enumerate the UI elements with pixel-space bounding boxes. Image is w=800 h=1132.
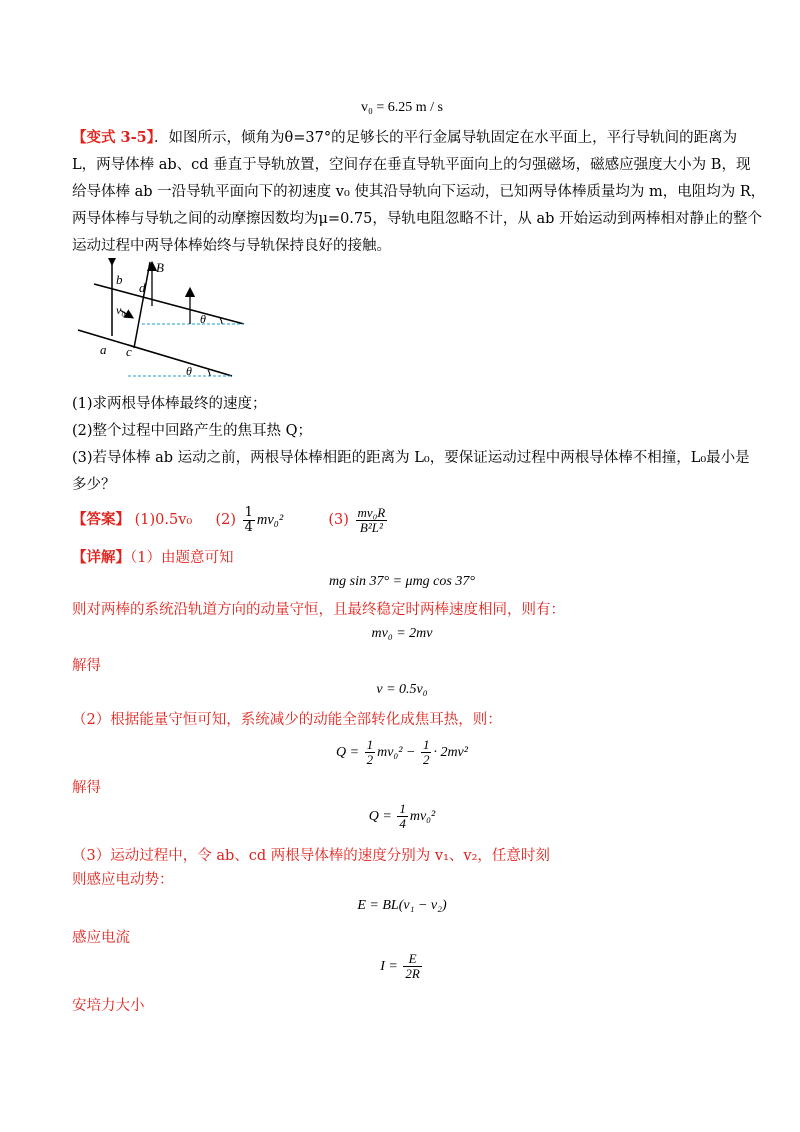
- problem-tag: 【变式 3-5】: [72, 129, 154, 146]
- question-3: (3)若导体棒 ab 运动之前，两根导体棒相距的距离为 L₀，要保证运动过程中两根导体棒不相撞，L₀最小是: [72, 450, 750, 466]
- detail-line-1: [72, 548, 732, 568]
- label-v0: v₀: [116, 303, 126, 317]
- label-theta-upper: θ: [200, 312, 206, 326]
- equation-1: mg sin 37° = μmg cos 37°: [329, 574, 475, 589]
- problem-line-3: 给导体棒 ab 一沿导轨平面向下的初速度 v₀ 使其沿导轨向下运动，已知两导体棒质量均为 m，电阻均为 R，: [72, 184, 766, 200]
- equation-2: mv₀ = 2mv: [371, 626, 433, 641]
- detail-text-4: 则感应电动势：: [72, 872, 174, 888]
- question-3-cont: 多少？: [72, 477, 116, 493]
- detail-step-3: （3）运动过程中，令 ab、cd 两根导体棒的速度分别为 v₁、v₂，任意时刻: [72, 848, 550, 864]
- label-theta-lower: θ: [186, 364, 192, 378]
- label-c: c: [126, 344, 132, 359]
- answer-2-fraction: $\frac{1}{4}$: [244, 504, 253, 535]
- detail-text-1: 则对两棒的系统沿轨道方向的动量守恒，且最终稳定时两棒速度相同，则有：: [72, 602, 565, 618]
- equation-5: Q = $\frac{1}{4}$ mv₀²: [368, 801, 436, 832]
- question-2: (2)整个过程中回路产生的焦耳热 Q；: [72, 423, 313, 439]
- equation-4: Q = $\frac{1}{2}$ mv₀² − $\frac{1}{2}$ · 2mv²: [336, 737, 468, 768]
- answer-tag: 【答案】: [72, 511, 130, 528]
- equation-6: E = BL(v₁ − v₂): [357, 898, 447, 913]
- problem-line-2: L，两导体棒 ab、cd 垂直于导轨放置，空间存在垂直导轨平面向上的匀强磁场，磁感应强度大小为 B，现: [72, 157, 751, 173]
- answer-line: [72, 505, 732, 535]
- angle-arc-lower: [208, 370, 210, 376]
- label-b: b: [116, 272, 123, 287]
- detail-text-2: 解得: [72, 658, 101, 674]
- label-a: a: [100, 342, 107, 357]
- equation-7: I = $\frac{E}{2R}$: [380, 951, 420, 982]
- problem-line-4: 两导体棒与导轨之间的动摩擦因数均为μ=0.75，导轨电阻忽略不计，从 ab 开始运动到两棒相对静止的整个: [72, 211, 762, 227]
- equation-3: v = 0.5v₀: [376, 682, 428, 697]
- rod-cd: [134, 262, 150, 348]
- answer-3-fraction: $\frac{\text{mv₀R}}{\text{B²L²}}$: [357, 504, 386, 535]
- detail-step-2: （2）根据能量守恒可知，系统减少的动能全部转化成焦耳热，则：: [72, 712, 502, 728]
- answer-3-prefix: (3): [328, 512, 349, 528]
- angle-arc-upper: [220, 318, 222, 324]
- detail-text-6: 安培力大小: [72, 998, 145, 1014]
- detail-text-5: 感应电流: [72, 930, 130, 946]
- top-equation: v₀ = 6.25 m / s: [360, 100, 443, 115]
- problem-line-1: [72, 128, 738, 148]
- problem-text-1: ．如图所示，倾角为θ=37°的足够长的平行金属导轨固定在水平面上，平行导轨间的距离为: [154, 130, 738, 146]
- label-B: B: [156, 260, 164, 275]
- detail-step-1: （1）由题意可知: [130, 550, 234, 566]
- problem-line-5: 运动过程中两导体棒始终与导轨保持良好的接触。: [72, 238, 391, 254]
- answer-2-prefix: (2): [215, 512, 236, 528]
- question-1: (1)求两根导体棒最终的速度；: [72, 396, 267, 412]
- rails-figure: [72, 258, 252, 388]
- detail-tag: 【详解】: [72, 549, 130, 566]
- answer-1: (1)0.5v₀: [134, 512, 193, 528]
- detail-text-3: 解得: [72, 780, 101, 796]
- label-d: d: [139, 280, 146, 295]
- answer-2-tail: mv₀²: [256, 512, 284, 528]
